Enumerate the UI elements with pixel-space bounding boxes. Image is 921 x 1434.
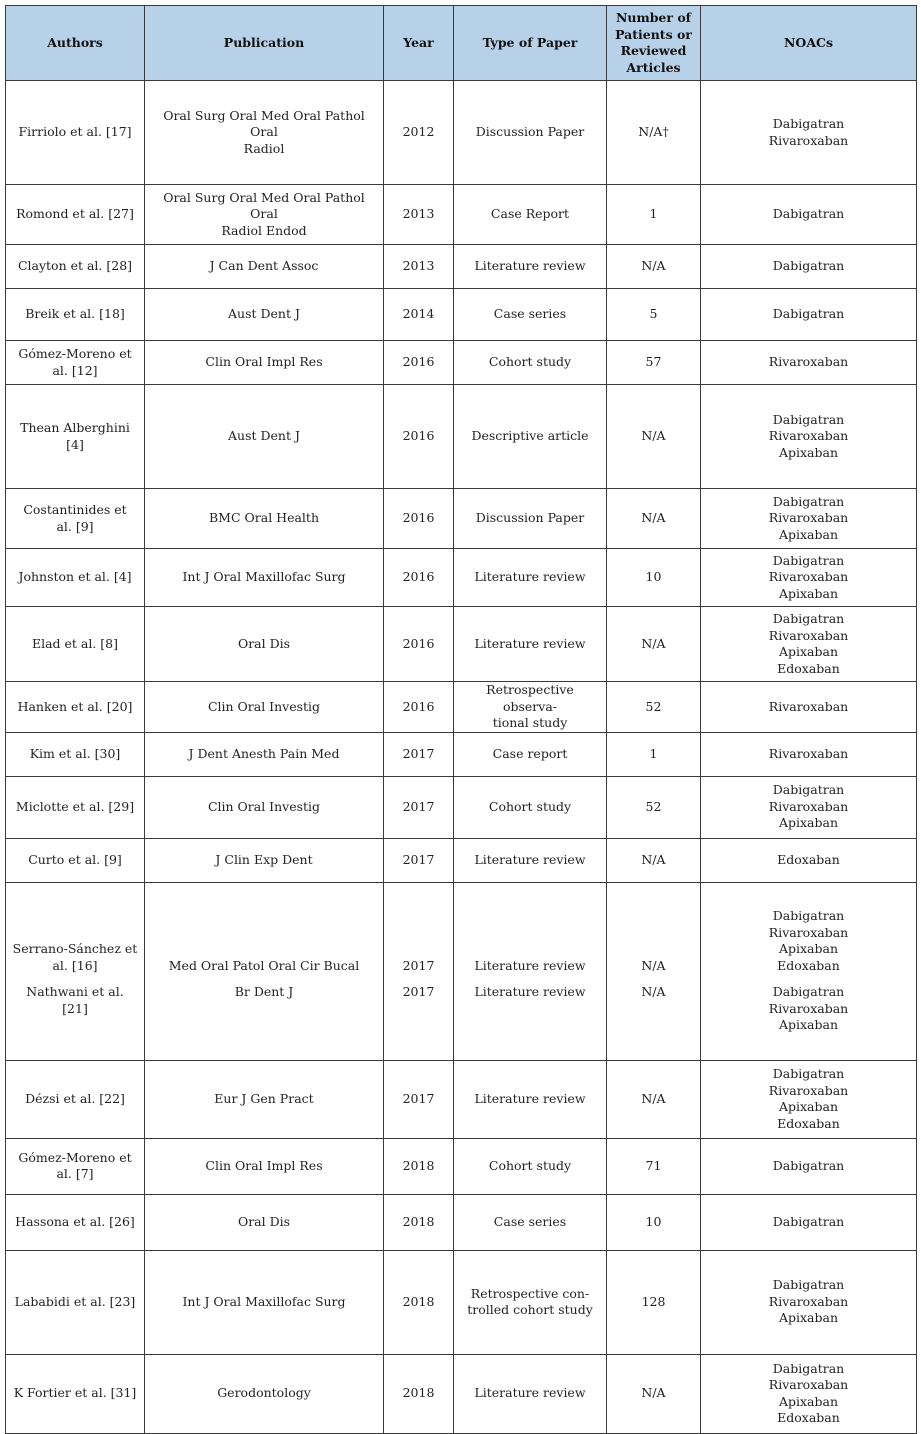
cell-publication: Eur J Gen Pract <box>145 1060 384 1138</box>
cell-number: N/A <box>607 489 701 549</box>
cell-noacs: Dabigatran <box>701 245 917 289</box>
cell-number: N/A† <box>607 81 701 185</box>
cell-authors: Breik et al. [18] <box>6 289 145 341</box>
cell-type-of-paper: Literature review <box>454 982 607 1060</box>
cell-noacs: Rivaroxaban <box>701 341 917 385</box>
cell-noacs: Edoxaban <box>701 838 917 882</box>
cell-number: 10 <box>607 549 701 607</box>
cell-publication: Aust Dent J <box>145 289 384 341</box>
cell-number: 128 <box>607 1250 701 1354</box>
header-type-of-paper: Type of Paper <box>454 6 607 81</box>
cell-year: 2017 <box>384 982 454 1060</box>
table-row <box>6 682 917 733</box>
noac-studies-table <box>5 5 917 1434</box>
cell-year: 2018 <box>384 1138 454 1194</box>
cell-type-of-paper: Case series <box>454 289 607 341</box>
cell-year: 2016 <box>384 489 454 549</box>
cell-publication: Aust Dent J <box>145 385 384 489</box>
cell-number: 52 <box>607 682 701 733</box>
table-row <box>6 732 917 776</box>
cell-number: N/A <box>607 607 701 682</box>
cell-type-of-paper: Retrospective observa- tional study <box>454 682 607 733</box>
cell-publication: Clin Oral Investig <box>145 682 384 733</box>
cell-publication: J Can Dent Assoc <box>145 245 384 289</box>
cell-year: 2018 <box>384 1250 454 1354</box>
table-row <box>6 1138 917 1194</box>
cell-type-of-paper: Literature review <box>454 838 607 882</box>
table-row <box>6 341 917 385</box>
cell-noacs: Dabigatran Rivaroxaban Apixaban Edoxaban <box>701 1060 917 1138</box>
cell-noacs: Dabigatran Rivaroxaban Apixaban <box>701 549 917 607</box>
table-row <box>6 607 917 682</box>
cell-year: 2018 <box>384 1354 454 1433</box>
cell-noacs: Dabigatran <box>701 289 917 341</box>
header-publication: Publication <box>145 6 384 81</box>
cell-year: 2017 <box>384 776 454 838</box>
cell-authors: Firriolo et al. [17] <box>6 81 145 185</box>
cell-type-of-paper: Case Report <box>454 185 607 245</box>
cell-number: 71 <box>607 1138 701 1194</box>
cell-year: 2016 <box>384 385 454 489</box>
cell-authors: Gómez-Moreno et al. [12] <box>6 341 145 385</box>
cell-noacs: Dabigatran <box>701 1194 917 1250</box>
cell-number: 57 <box>607 341 701 385</box>
cell-publication: Br Dent J <box>145 982 384 1060</box>
cell-publication: Oral Dis <box>145 1194 384 1250</box>
table-row <box>6 838 917 882</box>
table-row <box>6 385 917 489</box>
cell-noacs: Dabigatran Rivaroxaban Apixaban <box>701 385 917 489</box>
table-row <box>6 776 917 838</box>
cell-type-of-paper: Descriptive article <box>454 385 607 489</box>
cell-type-of-paper: Discussion Paper <box>454 489 607 549</box>
cell-type-of-paper: Retrospective con- trolled cohort study <box>454 1250 607 1354</box>
table-row <box>6 1194 917 1250</box>
cell-type-of-paper: Literature review <box>454 1060 607 1138</box>
cell-authors: Elad et al. [8] <box>6 607 145 682</box>
cell-number: 1 <box>607 185 701 245</box>
cell-noacs: Dabigatran Rivaroxaban <box>701 81 917 185</box>
table-row <box>6 289 917 341</box>
cell-publication: Gerodontology <box>145 1354 384 1433</box>
cell-authors: Curto et al. [9] <box>6 838 145 882</box>
header-row <box>6 6 917 81</box>
cell-number: 10 <box>607 1194 701 1250</box>
cell-authors: Clayton et al. [28] <box>6 245 145 289</box>
cell-publication: Oral Surg Oral Med Oral Pathol Oral Radiol Endod <box>145 185 384 245</box>
cell-number: 1 <box>607 732 701 776</box>
cell-year: 2013 <box>384 185 454 245</box>
cell-noacs: Dabigatran Rivaroxaban Apixaban Edoxaban <box>701 882 917 982</box>
cell-authors: K Fortier et al. [31] <box>6 1354 145 1433</box>
cell-authors: Lababidi et al. [23] <box>6 1250 145 1354</box>
header-noacs: NOACs <box>701 6 917 81</box>
cell-year: 2014 <box>384 289 454 341</box>
cell-year: 2016 <box>384 607 454 682</box>
cell-authors: Gómez-Moreno et al. [7] <box>6 1138 145 1194</box>
cell-noacs: Dabigatran Rivaroxaban Apixaban Edoxaban <box>701 1354 917 1433</box>
cell-type-of-paper: Literature review <box>454 882 607 982</box>
cell-type-of-paper: Cohort study <box>454 776 607 838</box>
cell-number: N/A <box>607 245 701 289</box>
cell-number: N/A <box>607 1354 701 1433</box>
cell-year: 2016 <box>384 682 454 733</box>
cell-year: 2013 <box>384 245 454 289</box>
cell-year: 2018 <box>384 1194 454 1250</box>
table-row <box>6 882 917 982</box>
cell-type-of-paper: Discussion Paper <box>454 81 607 185</box>
cell-authors: Romond et al. [27] <box>6 185 145 245</box>
cell-number: N/A <box>607 838 701 882</box>
cell-authors: Miclotte et al. [29] <box>6 776 145 838</box>
cell-number: N/A <box>607 982 701 1060</box>
cell-year: 2012 <box>384 81 454 185</box>
cell-type-of-paper: Literature review <box>454 1354 607 1433</box>
header-authors: Authors <box>6 6 145 81</box>
cell-publication: Clin Oral Impl Res <box>145 1138 384 1194</box>
cell-publication: Clin Oral Investig <box>145 776 384 838</box>
cell-authors: Johnston et al. [4] <box>6 549 145 607</box>
cell-type-of-paper: Case series <box>454 1194 607 1250</box>
table-row <box>6 489 917 549</box>
cell-publication: Int J Oral Maxillofac Surg <box>145 1250 384 1354</box>
cell-type-of-paper: Literature review <box>454 607 607 682</box>
cell-publication: Int J Oral Maxillofac Surg <box>145 549 384 607</box>
cell-year: 2017 <box>384 732 454 776</box>
cell-authors: Thean Alberghini [4] <box>6 385 145 489</box>
cell-publication: Med Oral Patol Oral Cir Bucal <box>145 882 384 982</box>
cell-noacs: Dabigatran Rivaroxaban Apixaban <box>701 776 917 838</box>
cell-noacs: Dabigatran Rivaroxaban Apixaban <box>701 1250 917 1354</box>
cell-publication: J Clin Exp Dent <box>145 838 384 882</box>
cell-noacs: Dabigatran <box>701 185 917 245</box>
cell-number: N/A <box>607 882 701 982</box>
cell-number: N/A <box>607 1060 701 1138</box>
cell-type-of-paper: Literature review <box>454 245 607 289</box>
table-row <box>6 81 917 185</box>
header-number-of-patients: Number of Patients or Reviewed Articles <box>607 6 701 81</box>
cell-number: 52 <box>607 776 701 838</box>
cell-authors: Dézsi et al. [22] <box>6 1060 145 1138</box>
cell-noacs: Dabigatran Rivaroxaban Apixaban <box>701 982 917 1060</box>
cell-number: 5 <box>607 289 701 341</box>
table-row <box>6 549 917 607</box>
cell-year: 2016 <box>384 341 454 385</box>
cell-type-of-paper: Cohort study <box>454 1138 607 1194</box>
cell-year: 2017 <box>384 838 454 882</box>
table-row <box>6 982 917 1060</box>
cell-noacs: Dabigatran Rivaroxaban Apixaban <box>701 489 917 549</box>
cell-authors: Kim et al. [30] <box>6 732 145 776</box>
cell-publication: Oral Surg Oral Med Oral Pathol Oral Radiol <box>145 81 384 185</box>
cell-authors: Serrano-Sánchez et al. [16] <box>6 882 145 982</box>
cell-publication: Clin Oral Impl Res <box>145 341 384 385</box>
table-row <box>6 185 917 245</box>
header-year: Year <box>384 6 454 81</box>
cell-year: 2017 <box>384 882 454 982</box>
cell-authors: Hanken et al. [20] <box>6 682 145 733</box>
cell-publication: J Dent Anesth Pain Med <box>145 732 384 776</box>
cell-type-of-paper: Literature review <box>454 549 607 607</box>
cell-year: 2017 <box>384 1060 454 1138</box>
cell-number: N/A <box>607 385 701 489</box>
cell-noacs: Dabigatran <box>701 1138 917 1194</box>
table-row <box>6 1060 917 1138</box>
table-row <box>6 1354 917 1433</box>
table-row <box>6 245 917 289</box>
cell-noacs: Dabigatran Rivaroxaban Apixaban Edoxaban <box>701 607 917 682</box>
cell-authors: Nathwani et al. [21] <box>6 982 145 1060</box>
cell-authors: Hassona et al. [26] <box>6 1194 145 1250</box>
cell-publication: Oral Dis <box>145 607 384 682</box>
cell-publication: BMC Oral Health <box>145 489 384 549</box>
table-row <box>6 1250 917 1354</box>
cell-authors: Costantinides et al. [9] <box>6 489 145 549</box>
cell-type-of-paper: Case report <box>454 732 607 776</box>
cell-noacs: Rivaroxaban <box>701 682 917 733</box>
cell-year: 2016 <box>384 549 454 607</box>
cell-noacs: Rivaroxaban <box>701 732 917 776</box>
cell-type-of-paper: Cohort study <box>454 341 607 385</box>
